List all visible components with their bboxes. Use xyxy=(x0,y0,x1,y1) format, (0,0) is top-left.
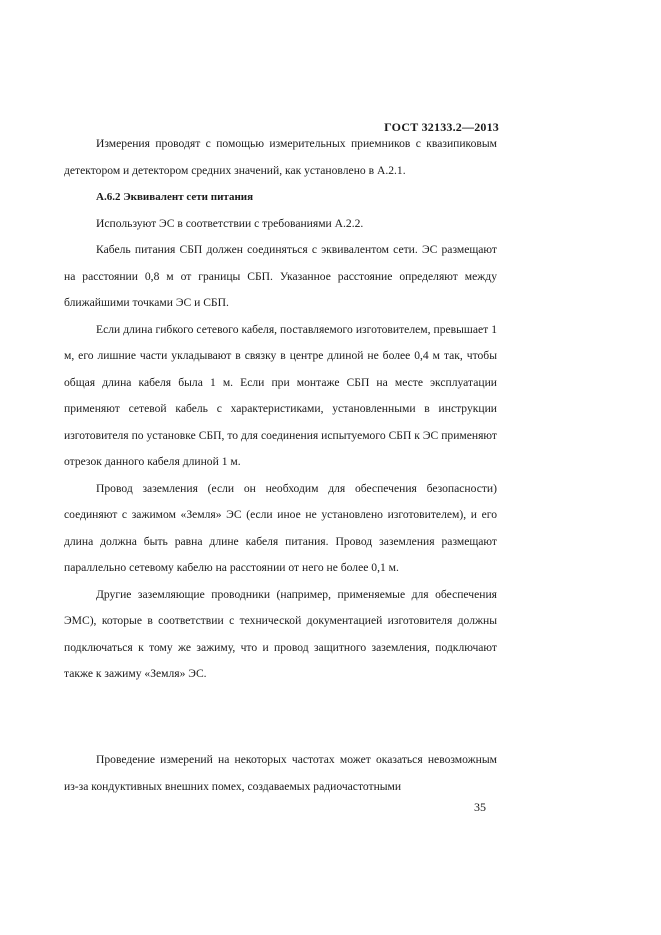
paragraph-other-grounding: Другие заземляющие проводники (например, применяемые для обеспечения ЭМС), которые в соответствии с технической документацией изготовителя должны подключаться к тому же зажиму, что и провод защитного заземления, подключают также к зажиму «Земля» ЭС. xyxy=(64,587,497,680)
paragraph-ground-wire: Провод заземления (если он необходим для обеспечения безопасности) соединяют с зажимом «Земля» ЭС (если иное не установлено изготовителем), и его длина должна быть равна длине кабеля питания. Провод заземления размещают параллельно сетевому кабелю на расстоянии от него не более 0,1 м. xyxy=(64,481,497,574)
section-heading-a-6-2: А.6.2 Эквивалент сети питания xyxy=(96,191,254,203)
paragraph-measurement-method: Измерения проводят с помощью измерительных приемников с квазипиковым детектором и детектором средних значений, как установлено в А.2.1. xyxy=(64,137,497,177)
paragraph-power-cable: Кабель питания СБП должен соединяться с эквивалентом сети. ЭС размещают на расстоянии 0,8 м от границы СБП. Указанное расстояние определяют между ближайшими точками ЭС и СБП. xyxy=(64,243,497,309)
paragraph-flexible-cable-length: Если длина гибкого сетевого кабеля, поставляемого изготовителем, превышает 1 м, его лишние части укладывают в связку в центре длиной не более 0,4 м так, чтобы общая длина кабеля была 1 м. Если при монтаже СБП на месте эксплуатации применяют сетевой кабель с характеристиками, установленными в инструкции изготовителя по установке СБП, то для соединения испытуемого СБП к ЭС применяют отрезок данного кабеля длиной 1 м. xyxy=(64,322,497,468)
page-number: 35 xyxy=(474,800,486,814)
body-text-continued xyxy=(64,747,497,800)
paragraph-les-usage: Используют ЭС в соответствии с требованиями А.2.2. xyxy=(96,216,364,230)
paragraph-external-interference: Проведение измерений на некоторых частотах может оказаться невозможным из-за кондуктивных внешних помех, создаваемых радиочастотными xyxy=(64,753,497,793)
body-text xyxy=(64,131,497,688)
standard-header: ГОСТ 32133.2—2013 xyxy=(384,120,499,134)
